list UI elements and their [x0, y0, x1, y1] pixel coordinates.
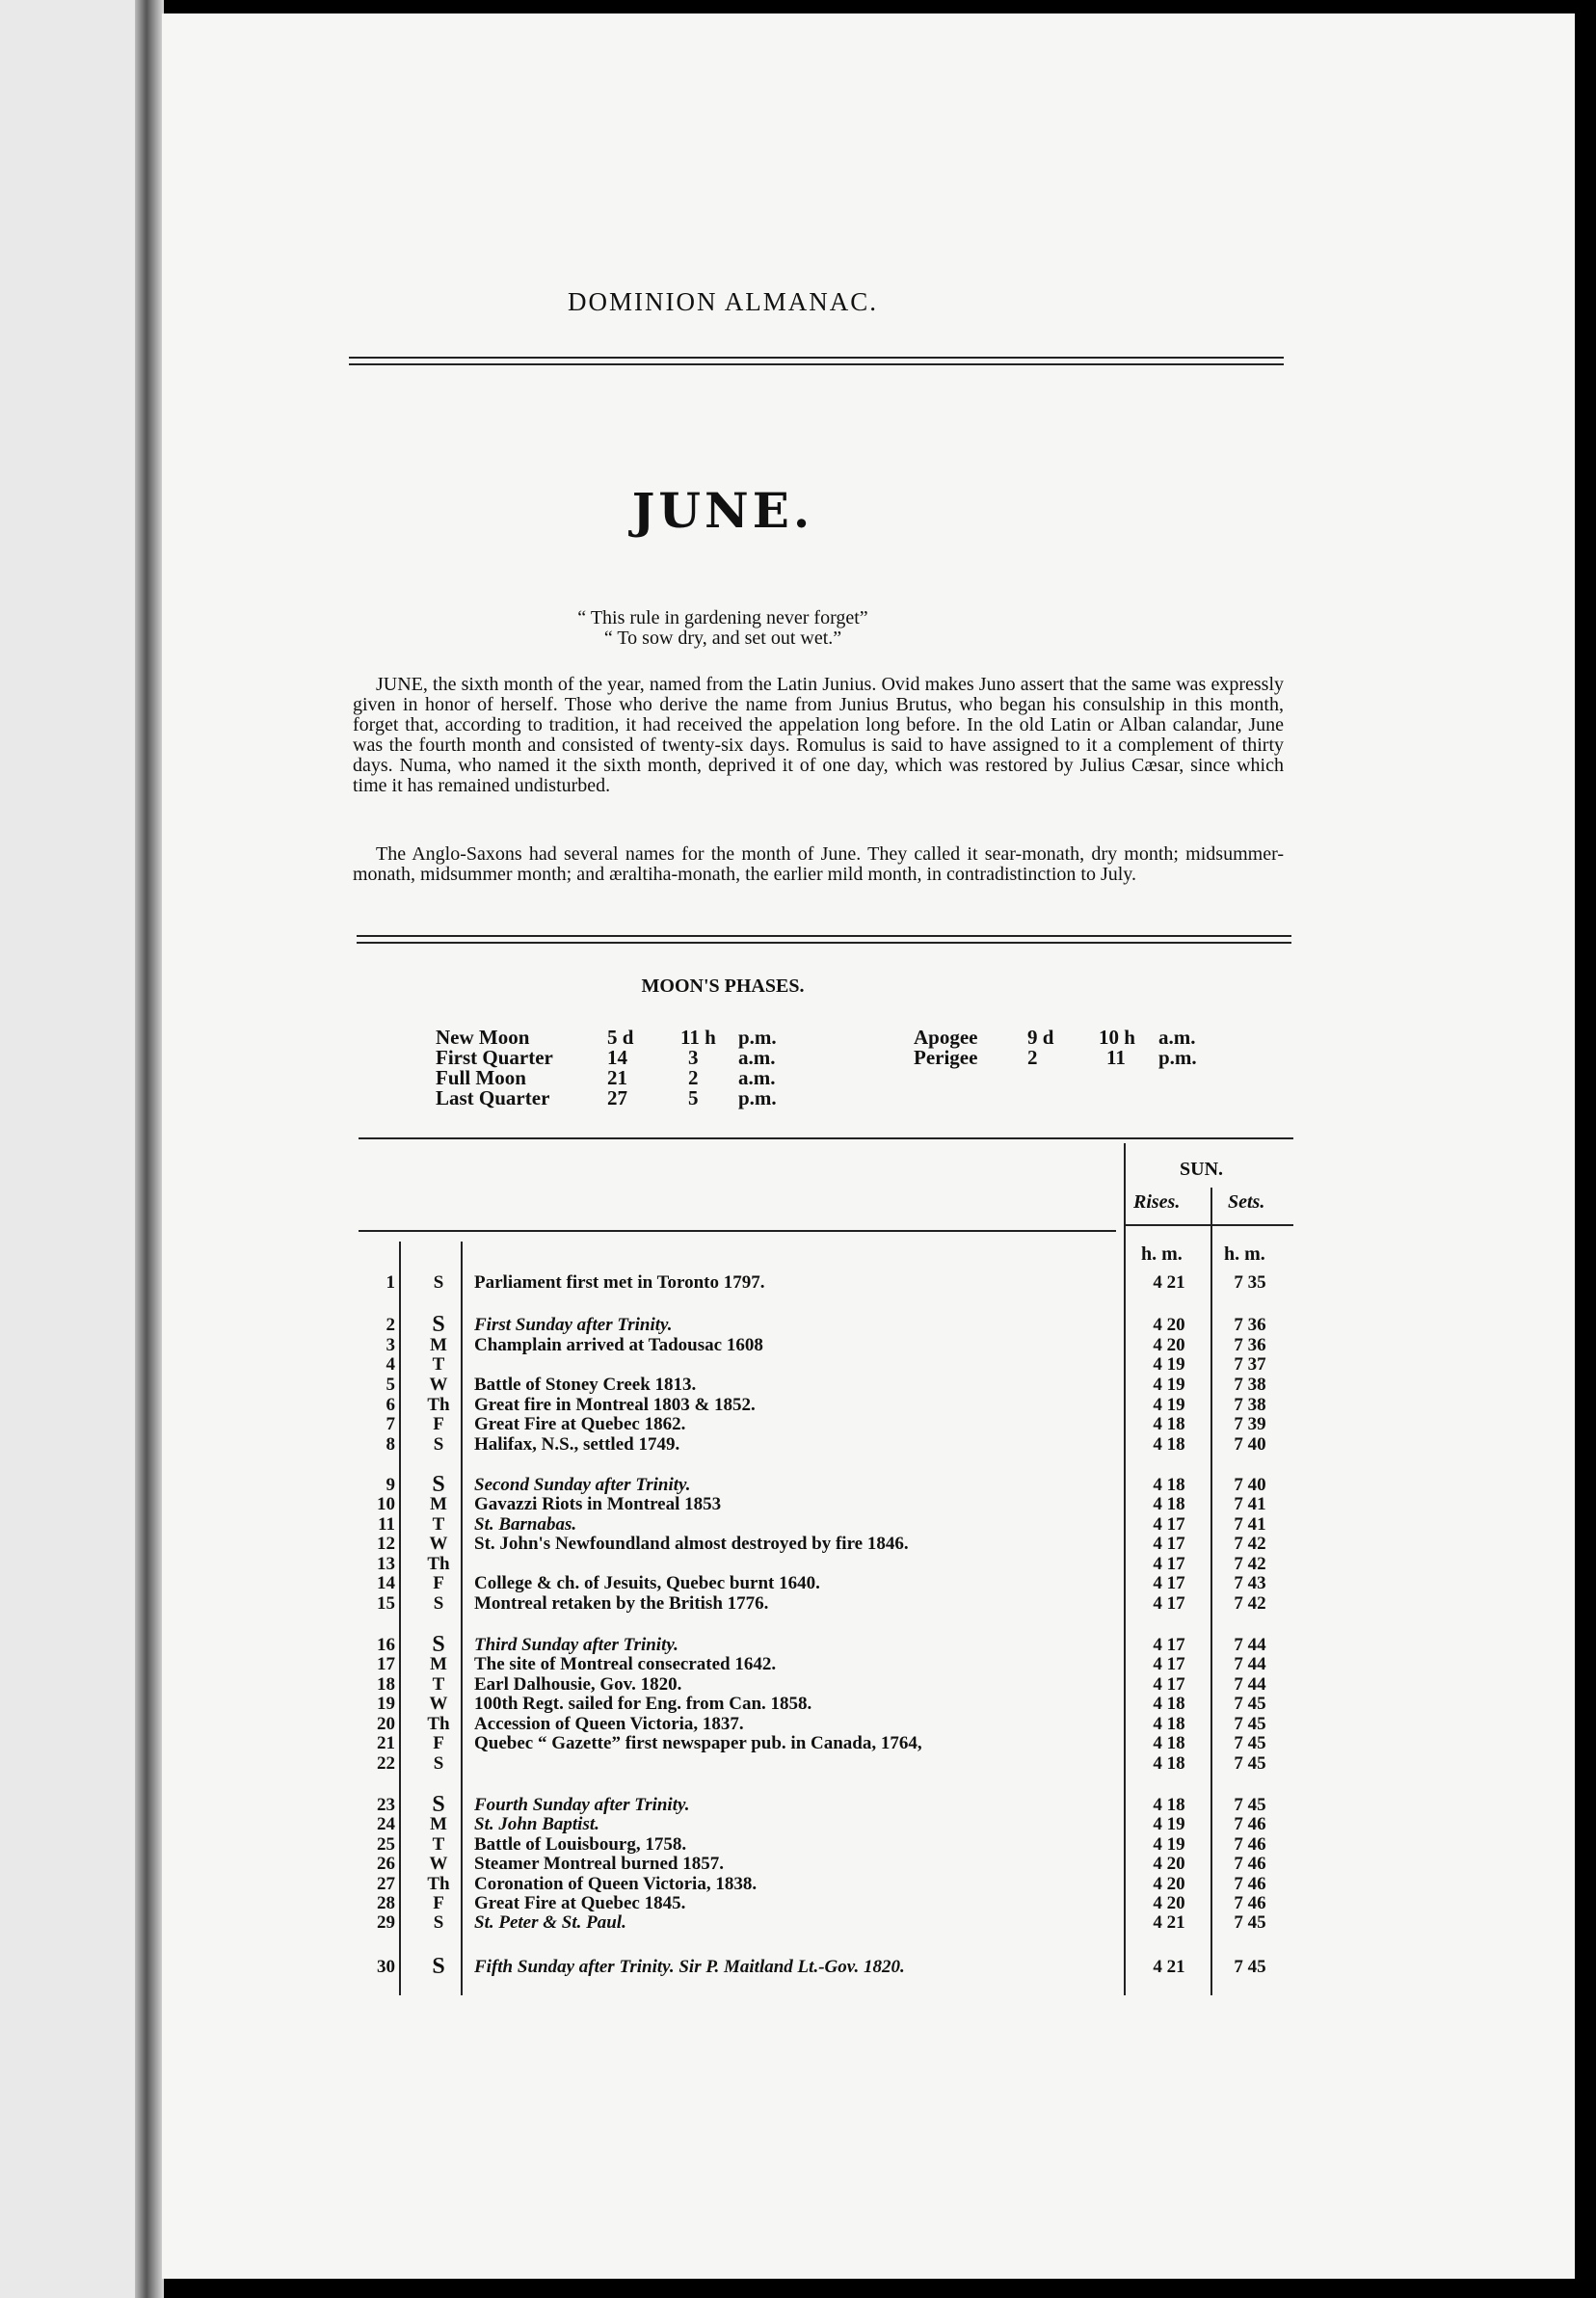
event-text: Great Fire at Quebec 1845. — [474, 1893, 686, 1913]
verse-line-2: “ To sow dry, and set out wet.” — [603, 628, 842, 649]
weekday: Th — [427, 1874, 450, 1894]
sun-set-time: 7 44 — [1234, 1654, 1266, 1674]
sun-rise-time: 4 20 — [1153, 1315, 1185, 1335]
day-number: 1 — [386, 1272, 395, 1293]
phase-ampm: p.m. — [1158, 1046, 1197, 1069]
event-text: Quebec “ Gazette” first newspaper pub. in Canada, 1764, — [474, 1733, 922, 1753]
sun-rise-time: 4 18 — [1153, 1753, 1185, 1774]
event-text: Second Sunday after Trinity. — [474, 1475, 691, 1495]
sun-rise-time: 4 19 — [1153, 1814, 1185, 1834]
table-header-rule — [359, 1230, 1116, 1232]
event-text: Champlain arrived at Tadousac 1608 — [474, 1335, 763, 1355]
calendar-row — [359, 1335, 1303, 1355]
calendar-row — [359, 1893, 1303, 1913]
phase-ampm: a.m. — [1158, 1026, 1196, 1049]
event-text: Montreal retaken by the British 1776. — [474, 1593, 769, 1614]
sun-rise-time: 4 17 — [1153, 1654, 1185, 1674]
weekday: M — [430, 1494, 447, 1514]
phase-name: Perigee — [914, 1046, 978, 1069]
weekday: F — [433, 1573, 444, 1593]
sun-set-time: 7 39 — [1234, 1414, 1266, 1434]
section-double-rule — [357, 935, 1291, 944]
sun-set-time: 7 38 — [1234, 1395, 1266, 1415]
rises-header: Rises. — [1133, 1191, 1181, 1213]
calendar-row — [359, 1753, 1303, 1774]
sun-set-time: 7 45 — [1234, 1912, 1266, 1933]
calendar-row — [359, 1874, 1303, 1894]
weekday: F — [433, 1893, 444, 1913]
calendar-row — [359, 1814, 1303, 1834]
calendar-row — [359, 1272, 1303, 1293]
weekday: S — [432, 1792, 445, 1817]
calendar-row — [359, 1414, 1303, 1434]
calendar-row — [359, 1514, 1303, 1535]
phase-name: Last Quarter — [436, 1086, 550, 1109]
calendar-row — [359, 1554, 1303, 1574]
sun-rise-time: 4 20 — [1153, 1854, 1185, 1874]
sets-header: Sets. — [1228, 1191, 1265, 1213]
sun-rise-time: 4 18 — [1153, 1795, 1185, 1815]
calendar-row — [359, 1854, 1303, 1874]
sun-rise-time: 4 18 — [1153, 1494, 1185, 1514]
sun-set-time: 7 45 — [1234, 1694, 1266, 1714]
sun-set-time: 7 40 — [1234, 1475, 1266, 1495]
sun-rise-time: 4 19 — [1153, 1375, 1185, 1395]
calendar-row — [359, 1733, 1303, 1753]
sun-rise-time: 4 19 — [1153, 1354, 1185, 1375]
rises-unit: h. m. — [1141, 1243, 1183, 1265]
sun-rise-time: 4 19 — [1153, 1834, 1185, 1855]
phase-day: 5 d — [607, 1026, 634, 1049]
event-text: Parliament first met in Toronto 1797. — [474, 1272, 765, 1293]
header-double-rule — [349, 357, 1284, 365]
sun-rise-time: 4 20 — [1153, 1893, 1185, 1913]
facing-page-edge — [0, 0, 145, 2298]
day-number: 18 — [377, 1674, 395, 1695]
weekday: W — [429, 1375, 448, 1395]
event-text: St. Peter & St. Paul. — [474, 1912, 626, 1933]
phase-day: 27 — [607, 1086, 627, 1109]
weekday: T — [432, 1674, 445, 1695]
sun-set-time: 7 42 — [1234, 1534, 1266, 1554]
event-text: Steamer Montreal burned 1857. — [474, 1854, 724, 1874]
sun-set-time: 7 42 — [1234, 1593, 1266, 1614]
event-text: Earl Dalhousie, Gov. 1820. — [474, 1674, 682, 1695]
phase-name: New Moon — [436, 1026, 530, 1049]
running-header: DOMINION ALMANAC. — [568, 287, 878, 316]
sun-header: SUN. — [1180, 1159, 1224, 1180]
day-number: 4 — [386, 1354, 395, 1375]
calendar-row — [359, 1472, 1303, 1497]
event-text: Fifth Sunday after Trinity. Sir P. Maitland Lt.-Gov. 1820. — [474, 1957, 905, 1977]
calendar-row — [359, 1792, 1303, 1817]
sun-set-time: 7 38 — [1234, 1375, 1266, 1395]
calendar-row — [359, 1954, 1303, 1979]
sun-set-time: 7 46 — [1234, 1834, 1266, 1855]
sun-set-time: 7 37 — [1234, 1354, 1266, 1375]
sun-rise-time: 4 17 — [1153, 1514, 1185, 1535]
day-number: 19 — [377, 1694, 395, 1714]
day-number: 9 — [386, 1475, 395, 1495]
weekday: Th — [427, 1714, 450, 1734]
day-number: 27 — [377, 1874, 395, 1894]
event-text: St. John's Newfoundland almost destroyed by fire 1846. — [474, 1534, 909, 1554]
sun-set-time: 7 42 — [1234, 1554, 1266, 1574]
event-text: College & ch. of Jesuits, Quebec burnt 1640. — [474, 1573, 820, 1593]
event-text: Battle of Stoney Creek 1813. — [474, 1375, 697, 1395]
day-number: 15 — [377, 1593, 395, 1614]
sun-rise-time: 4 18 — [1153, 1475, 1185, 1495]
sun-set-time: 7 46 — [1234, 1874, 1266, 1894]
weekday: S — [432, 1632, 445, 1657]
paragraph-june-origin: JUNE, the sixth month of the year, named from the Latin Junius. Ovid makes Juno assert that the same was expressly given in honor of herself. Those who derive the name from Junius Brutus, who began his consulship in this month, forget that, according to tradition, it had received the appelation long before. In the old Latin or Alban calandar, June was the fourth month and consisted of twenty-six days. Romulus is said to have assigned to it a complement of thirty days. Numa, who named it the sixth month, deprived it of one day, which was restored by Julius Cæsar, since which time it has remained undisturbed. — [353, 674, 1284, 796]
day-number: 25 — [377, 1834, 395, 1855]
sun-rise-time: 4 21 — [1153, 1912, 1185, 1933]
day-number: 30 — [377, 1957, 395, 1977]
event-text: Great Fire at Quebec 1862. — [474, 1414, 686, 1434]
sun-set-time: 7 45 — [1234, 1714, 1266, 1734]
weekday: S — [432, 1954, 445, 1979]
day-number: 20 — [377, 1714, 395, 1734]
event-text: First Sunday after Trinity. — [474, 1315, 673, 1335]
phase-day: 2 — [1027, 1046, 1038, 1069]
phase-hour: 3 — [688, 1046, 699, 1069]
calendar-row — [359, 1375, 1303, 1395]
weekday: M — [430, 1335, 447, 1355]
day-number: 21 — [377, 1733, 395, 1753]
weekday: Th — [427, 1395, 450, 1415]
day-number: 11 — [378, 1514, 395, 1535]
event-text: Gavazzi Riots in Montreal 1853 — [474, 1494, 722, 1514]
sun-header-rule — [1124, 1224, 1293, 1226]
sun-set-time: 7 43 — [1234, 1573, 1266, 1593]
sun-rise-time: 4 20 — [1153, 1874, 1185, 1894]
phase-name: First Quarter — [436, 1046, 553, 1069]
calendar-row — [359, 1694, 1303, 1714]
sun-set-time: 7 41 — [1234, 1494, 1266, 1514]
sun-rise-time: 4 19 — [1153, 1395, 1185, 1415]
sun-set-time: 7 44 — [1234, 1635, 1266, 1655]
table-top-rule — [359, 1137, 1293, 1139]
phase-hour: 5 — [688, 1086, 699, 1109]
event-text: Battle of Louisbourg, 1758. — [474, 1834, 687, 1855]
moon-phases-left — [436, 1028, 821, 1114]
phase-hour: 11 — [1106, 1046, 1126, 1069]
day-number: 5 — [386, 1375, 395, 1395]
event-text: Fourth Sunday after Trinity. — [474, 1795, 690, 1815]
phase-ampm: a.m. — [738, 1046, 776, 1069]
calendar-row — [359, 1312, 1303, 1337]
sun-rise-time: 4 18 — [1153, 1434, 1185, 1455]
sun-set-time: 7 46 — [1234, 1893, 1266, 1913]
sun-set-time: 7 46 — [1234, 1854, 1266, 1874]
book-spine — [135, 0, 164, 2298]
day-number: 7 — [386, 1414, 395, 1434]
sun-set-time: 7 36 — [1234, 1335, 1266, 1355]
calendar-row — [359, 1654, 1303, 1674]
phase-hour: 11 h — [680, 1026, 716, 1049]
verse-line-1: “ This rule in gardening never forget” — [577, 607, 868, 628]
weekday: S — [433, 1912, 444, 1933]
sun-rise-time: 4 21 — [1153, 1957, 1185, 1977]
sun-set-time: 7 45 — [1234, 1957, 1266, 1977]
calendar-row — [359, 1674, 1303, 1695]
day-number: 29 — [377, 1912, 395, 1933]
weekday: W — [429, 1854, 448, 1874]
day-number: 22 — [377, 1753, 395, 1774]
calendar-row — [359, 1434, 1303, 1455]
sets-unit: h. m. — [1224, 1243, 1265, 1265]
event-text: Coronation of Queen Victoria, 1838. — [474, 1874, 758, 1894]
weekday: T — [432, 1514, 445, 1535]
event-text: Great fire in Montreal 1803 & 1852. — [474, 1395, 756, 1415]
sun-rise-time: 4 18 — [1153, 1714, 1185, 1734]
phase-day: 14 — [607, 1046, 627, 1069]
event-text: Third Sunday after Trinity. — [474, 1635, 678, 1655]
sun-rise-time: 4 21 — [1153, 1272, 1185, 1293]
day-number: 28 — [377, 1893, 395, 1913]
phase-name: Full Moon — [436, 1066, 526, 1089]
sun-set-time: 7 36 — [1234, 1315, 1266, 1335]
phase-ampm: p.m. — [738, 1026, 777, 1049]
weekday: S — [433, 1593, 444, 1614]
calendar-row — [359, 1534, 1303, 1554]
phase-day: 9 d — [1027, 1026, 1054, 1049]
sun-rise-time: 4 17 — [1153, 1534, 1185, 1554]
day-number: 24 — [377, 1814, 395, 1834]
weekday: W — [429, 1534, 448, 1554]
day-number: 13 — [377, 1554, 395, 1574]
day-number: 17 — [377, 1654, 395, 1674]
weekday: S — [432, 1312, 445, 1337]
weekday: W — [429, 1694, 448, 1714]
event-text: 100th Regt. sailed for Eng. from Can. 1858. — [474, 1694, 812, 1714]
sun-set-time: 7 45 — [1234, 1753, 1266, 1774]
calendar-row — [359, 1714, 1303, 1734]
calendar-row — [359, 1494, 1303, 1514]
sun-rise-time: 4 18 — [1153, 1694, 1185, 1714]
weekday: M — [430, 1654, 447, 1674]
moon-phases-right — [914, 1028, 1232, 1076]
event-text: Halifax, N.S., settled 1749. — [474, 1434, 680, 1455]
calendar-row — [359, 1632, 1303, 1657]
event-text: The site of Montreal consecrated 1642. — [474, 1654, 777, 1674]
weekday: Th — [427, 1554, 450, 1574]
day-number: 8 — [386, 1434, 395, 1455]
calendar-row — [359, 1573, 1303, 1593]
day-number: 16 — [377, 1635, 395, 1655]
sun-set-time: 7 40 — [1234, 1434, 1266, 1455]
sun-rise-time: 4 18 — [1153, 1733, 1185, 1753]
weekday: T — [432, 1354, 445, 1375]
phase-ampm: a.m. — [738, 1066, 776, 1089]
weekday: F — [433, 1414, 444, 1434]
sun-set-time: 7 46 — [1234, 1814, 1266, 1834]
calendar-row — [359, 1354, 1303, 1375]
phase-hour: 10 h — [1099, 1026, 1135, 1049]
calendar-row — [359, 1395, 1303, 1415]
day-number: 26 — [377, 1854, 395, 1874]
sun-rise-time: 4 20 — [1153, 1335, 1185, 1355]
sun-rise-time: 4 17 — [1153, 1573, 1185, 1593]
weekday: T — [432, 1834, 445, 1855]
weekday: F — [433, 1733, 444, 1753]
paragraph-anglo-saxon: The Anglo-Saxons had several names for the month of June. They called it sear-monath, dry month; midsummer-monath, midsummer month; and æraltiha-monath, the earlier mild month, in contradistinction to July. — [353, 843, 1284, 885]
day-number: 10 — [377, 1494, 395, 1514]
almanac-page — [162, 13, 1575, 2279]
day-number: 3 — [386, 1335, 395, 1355]
weekday: M — [430, 1814, 447, 1834]
sun-set-time: 7 45 — [1234, 1795, 1266, 1815]
calendar-row — [359, 1834, 1303, 1855]
weekday: S — [433, 1272, 444, 1293]
weekday: S — [433, 1753, 444, 1774]
sun-rise-time: 4 17 — [1153, 1635, 1185, 1655]
phase-hour: 2 — [688, 1066, 699, 1089]
phase-day: 21 — [607, 1066, 627, 1089]
phase-name: Apogee — [914, 1026, 978, 1049]
day-number: 14 — [377, 1573, 395, 1593]
event-text: St. John Baptist. — [474, 1814, 599, 1834]
sun-set-time: 7 45 — [1234, 1733, 1266, 1753]
month-title: JUNE. — [631, 482, 814, 539]
event-text: St. Barnabas. — [474, 1514, 577, 1535]
sun-set-time: 7 44 — [1234, 1674, 1266, 1695]
moon-phases-title: MOON'S PHASES. — [641, 975, 805, 997]
sun-set-time: 7 35 — [1234, 1272, 1266, 1293]
phase-ampm: p.m. — [738, 1086, 777, 1109]
day-number: 23 — [377, 1795, 395, 1815]
event-text: Accession of Queen Victoria, 1837. — [474, 1714, 744, 1734]
calendar-row — [359, 1593, 1303, 1614]
sun-rise-time: 4 17 — [1153, 1593, 1185, 1614]
day-number: 2 — [386, 1315, 395, 1335]
sun-rise-time: 4 17 — [1153, 1674, 1185, 1695]
weekday: S — [432, 1472, 445, 1497]
weekday: S — [433, 1434, 444, 1455]
calendar-row — [359, 1912, 1303, 1933]
sun-rise-time: 4 18 — [1153, 1414, 1185, 1434]
sun-rise-time: 4 17 — [1153, 1554, 1185, 1574]
sun-set-time: 7 41 — [1234, 1514, 1266, 1535]
day-number: 12 — [377, 1534, 395, 1554]
day-number: 6 — [386, 1395, 395, 1415]
